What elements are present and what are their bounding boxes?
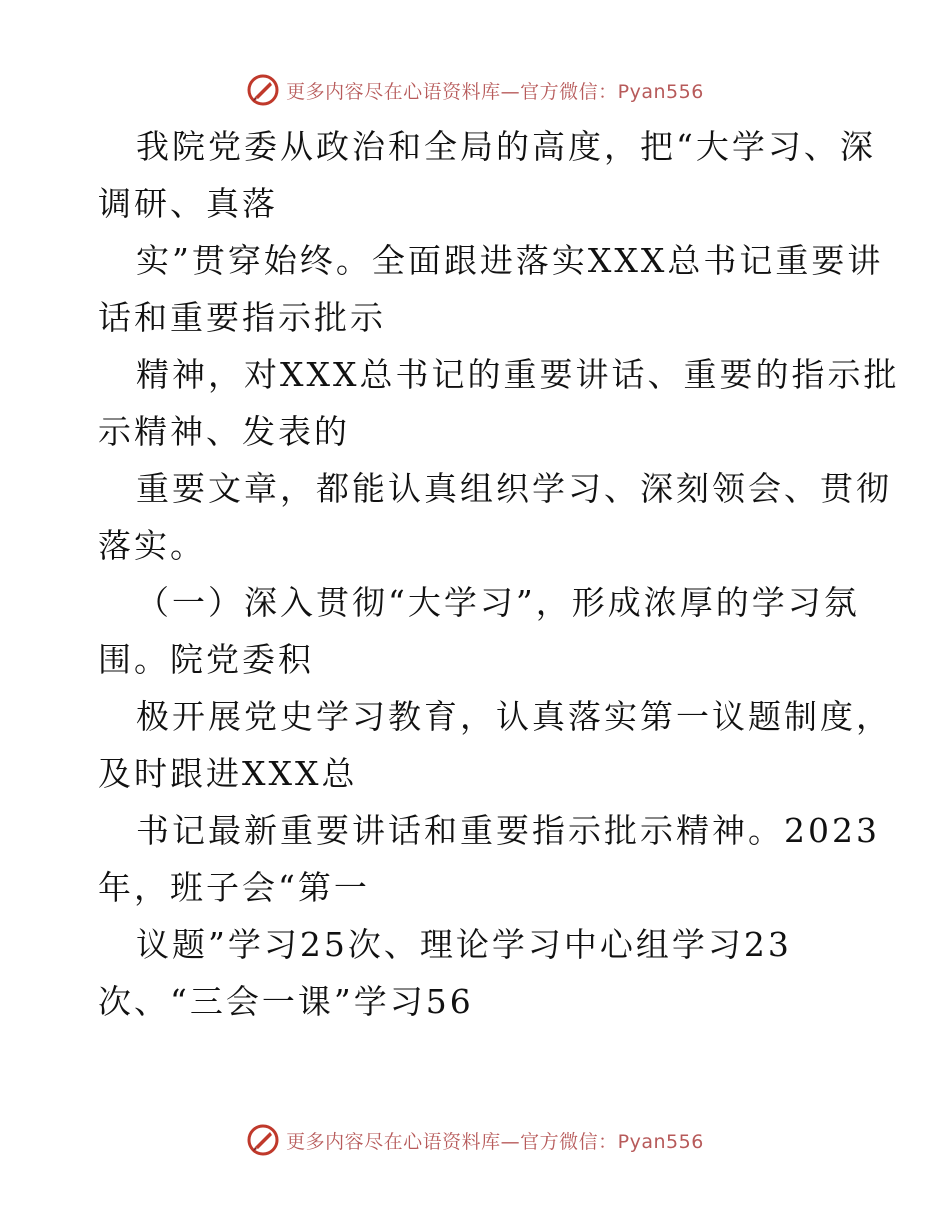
paragraph-line: 书记最新重要讲话和重要指示批示精神。2023 bbox=[136, 811, 880, 850]
paragraph-line: 次、“三会一课”学习56 bbox=[98, 982, 474, 1021]
document-body bbox=[98, 118, 900, 1030]
paragraph-line: 调研、真落 bbox=[98, 184, 278, 223]
paragraph-line: 话和重要指示批示 bbox=[98, 298, 386, 337]
paragraph-line: 示精神、发表的 bbox=[98, 412, 350, 451]
paragraph-line: 议题”学习25次、理论学习中心组学习23 bbox=[136, 925, 792, 964]
paragraph-line: （一）深入贯彻“大学习”，形成浓厚的学习氛 bbox=[136, 583, 860, 622]
quill-logo-icon bbox=[246, 1123, 280, 1157]
paragraph-line: 年，班子会“第一 bbox=[98, 868, 370, 907]
paragraph-line: 精神，对XXX总书记的重要讲话、重要的指示批 bbox=[136, 355, 900, 394]
watermark-text: 更多内容尽在心语资料库—官方微信：Pyan556 bbox=[286, 80, 704, 103]
paragraph-line: 落实。 bbox=[98, 526, 206, 565]
paragraph-line: 重要文章，都能认真组织学习、深刻领会、贯彻 bbox=[136, 469, 892, 508]
paragraph-line: 我院党委从政治和全局的高度，把“大学习、深 bbox=[136, 127, 876, 166]
paragraph-line: 及时跟进XXX总 bbox=[98, 754, 358, 793]
watermark-text: 更多内容尽在心语资料库—官方微信：Pyan556 bbox=[286, 1130, 704, 1153]
header-watermark bbox=[0, 70, 950, 110]
paragraph-line: 实”贯穿始终。全面跟进落实XXX总书记重要讲 bbox=[136, 241, 884, 280]
quill-logo-icon bbox=[246, 73, 280, 107]
footer-watermark bbox=[0, 1120, 950, 1160]
paragraph-line: 围。院党委积 bbox=[98, 640, 314, 679]
paragraph-line: 极开展党史学习教育，认真落实第一议题制度， bbox=[136, 697, 892, 736]
